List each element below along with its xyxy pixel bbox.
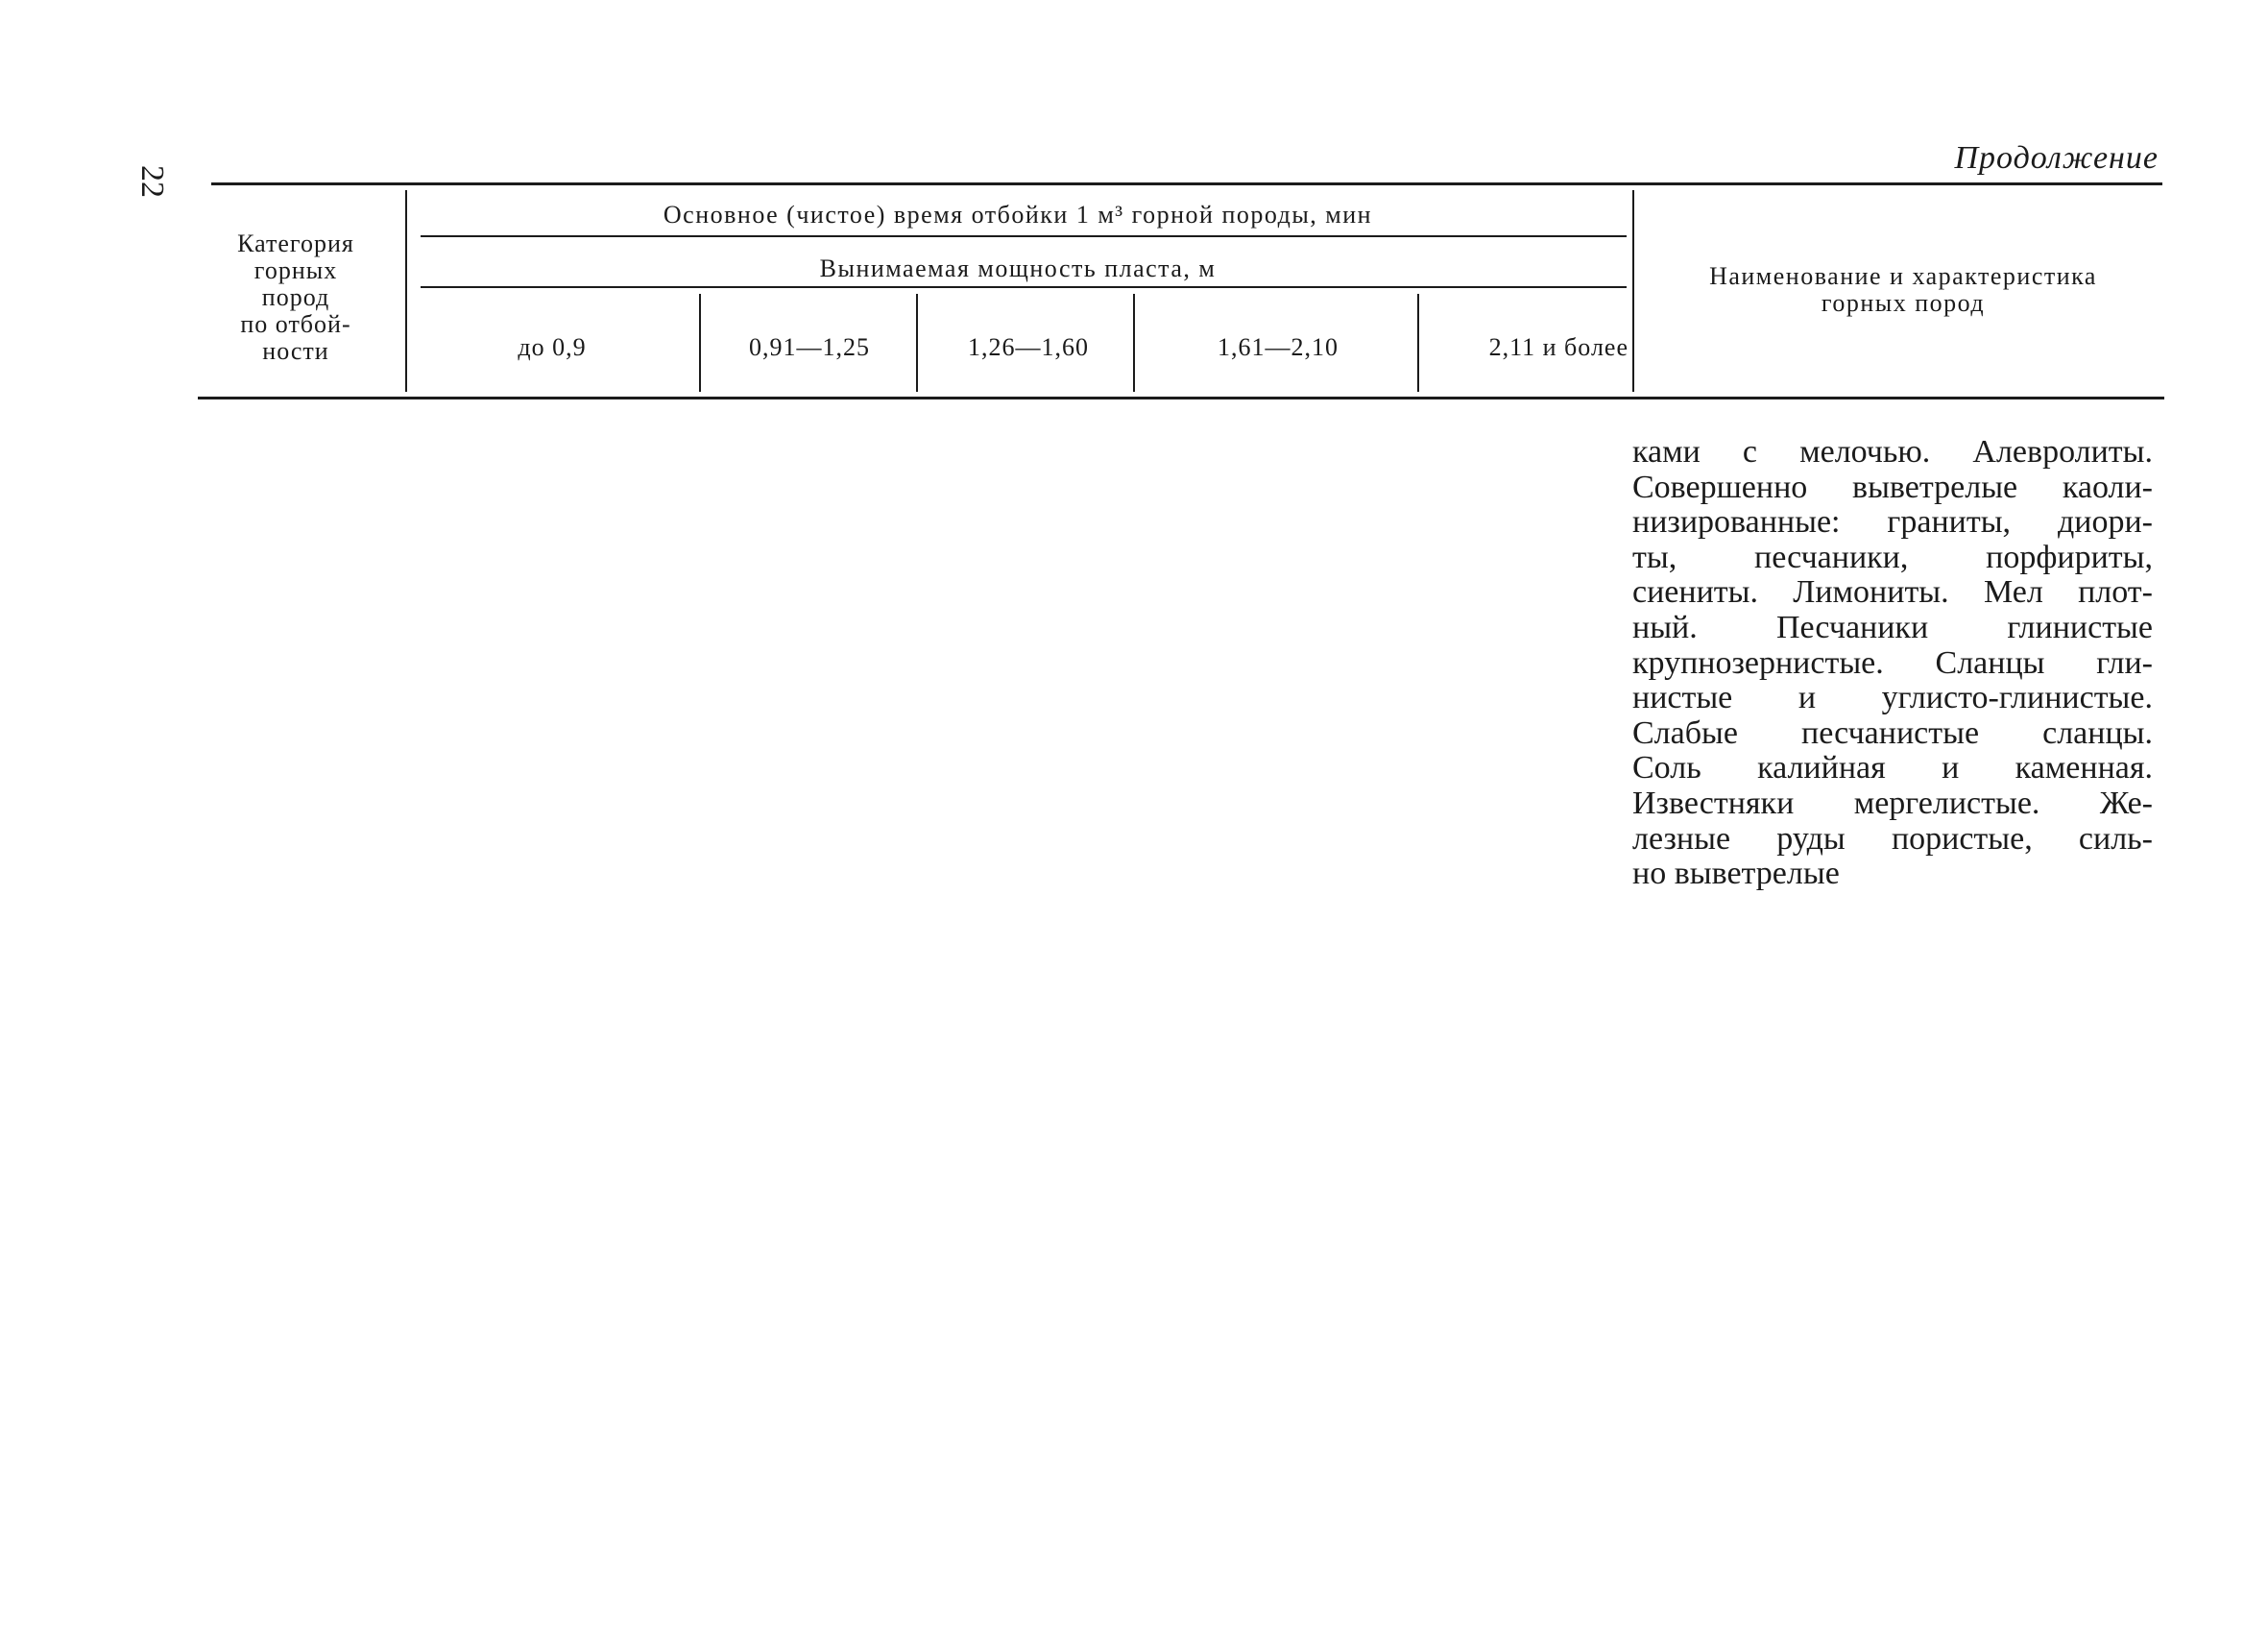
description-line: низированные: граниты, диори- bbox=[1632, 504, 2153, 541]
description-line: Совершенно выветрелые каоли- bbox=[1632, 469, 2153, 505]
page-number: 22 bbox=[134, 165, 170, 198]
description-line: сиениты. Лимониты. Мел плот- bbox=[1632, 574, 2153, 611]
description-line: ный. Песчаники глинистые bbox=[1632, 609, 2153, 645]
name-divider bbox=[1632, 190, 1634, 392]
header-category bbox=[204, 230, 388, 365]
description-line: ты, песчаники, порфириты, bbox=[1632, 539, 2153, 575]
header-category-line: пород bbox=[261, 283, 330, 311]
thickness-col-2: 1,26—1,60 bbox=[968, 333, 1089, 361]
header-time: Основное (чистое) время отбойки 1 м³ горной породы, мин bbox=[663, 201, 1373, 229]
header-category-line: Категория bbox=[237, 230, 354, 257]
description-line: лезные руды пористые, силь- bbox=[1632, 820, 2153, 857]
description-line: но выветрелые bbox=[1632, 856, 1840, 892]
seam-header-underline bbox=[421, 286, 1627, 288]
table-bottom-rule bbox=[198, 397, 2164, 399]
table-top-rule bbox=[211, 182, 2162, 185]
header-name bbox=[1644, 263, 2162, 317]
thickness-col-1: 0,91—1,25 bbox=[749, 333, 870, 361]
rock-description bbox=[1632, 435, 2153, 892]
thickness-col-0: до 0,9 bbox=[518, 333, 587, 361]
description-line: нистые и углисто-глинистые. bbox=[1632, 680, 2153, 716]
header-seam: Вынимаемая мощность пласта, м bbox=[819, 254, 1217, 282]
header-category-line: горных bbox=[253, 256, 338, 284]
col-divider-4 bbox=[1417, 294, 1419, 392]
description-line: Соль калийная и каменная. bbox=[1632, 750, 2153, 786]
thickness-col-3: 1,61—2,10 bbox=[1218, 333, 1339, 361]
description-line: Известняки мергелистые. Же- bbox=[1632, 785, 2153, 821]
continued-label: Продолжение bbox=[1954, 140, 2159, 176]
col-divider-2 bbox=[916, 294, 918, 392]
header-name-line: Наименование и характеристика bbox=[1709, 262, 2097, 290]
thickness-col-4: 2,11 и более bbox=[1488, 333, 1629, 361]
header-category-line: ности bbox=[262, 337, 329, 365]
description-line: крупнозернистые. Сланцы гли- bbox=[1632, 644, 2153, 681]
time-header-underline bbox=[421, 235, 1627, 237]
header-category-line: по отбой- bbox=[240, 310, 351, 338]
header-name-line: горных пород bbox=[1821, 289, 1986, 317]
description-line: ками с мелочью. Алевролиты. bbox=[1632, 434, 2153, 470]
col-divider-1 bbox=[699, 294, 701, 392]
description-line: Слабые песчанистые сланцы. bbox=[1632, 714, 2153, 751]
